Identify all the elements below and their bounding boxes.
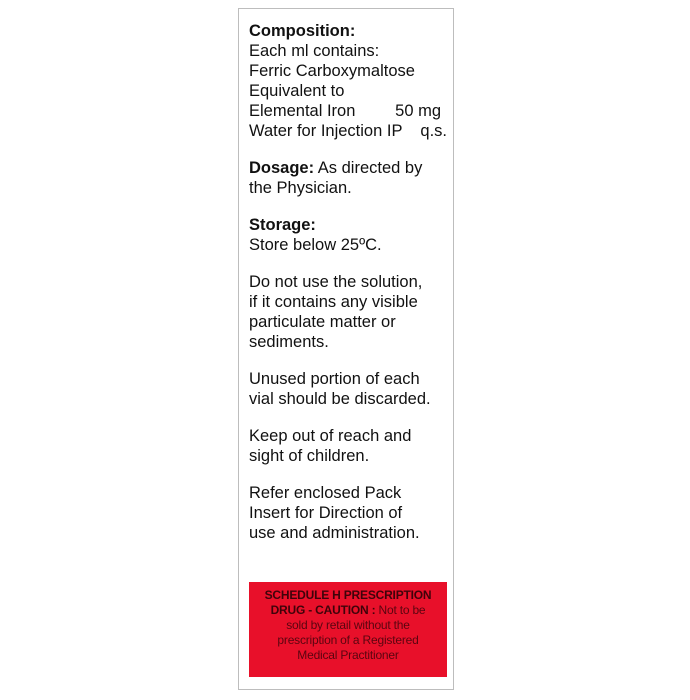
- water-row: [249, 121, 447, 141]
- dosage-heading: Dosage:: [249, 159, 315, 177]
- dosage-text-2: the Physician.: [249, 179, 352, 197]
- dosage-line-1: [249, 158, 447, 178]
- each-ml-text: Each ml contains:: [249, 42, 380, 60]
- medicine-label: [238, 8, 454, 690]
- schedule-line-3: sold by retail without the: [286, 618, 410, 632]
- iron-label: Elemental Iron: [249, 102, 356, 120]
- water-label: Water for Injection IP: [249, 122, 403, 140]
- insert-note-2: Insert for Direction of: [249, 504, 403, 522]
- storage-text: Store below 25ºC.: [249, 236, 382, 254]
- schedule-line-5: Medical Practitioner: [297, 648, 399, 662]
- schedule-line-1: SCHEDULE H PRESCRIPTION: [264, 588, 432, 602]
- solution-warning-2: if it contains any visible: [249, 293, 418, 311]
- label-content: [249, 21, 447, 543]
- schedule-h-warning-box: [249, 582, 447, 677]
- caution-label: DRUG - CAUTION :: [270, 603, 376, 617]
- insert-note-1: Refer enclosed Pack: [249, 484, 402, 502]
- caution-text: Not to be: [375, 603, 426, 617]
- children-warning-2: sight of children.: [249, 447, 370, 465]
- unused-warning-2: vial should be discarded.: [249, 390, 431, 408]
- schedule-line-2: [253, 603, 443, 618]
- iron-value: 50 mg: [395, 102, 441, 120]
- unused-warning-1: Unused portion of each: [249, 370, 420, 388]
- water-value: q.s.: [420, 122, 447, 140]
- children-warning-1: Keep out of reach and: [249, 427, 412, 445]
- solution-warning-3: particulate matter or: [249, 313, 396, 331]
- dosage-text-1: As directed by: [314, 159, 423, 177]
- insert-note-3: use and administration.: [249, 524, 420, 542]
- iron-row: [249, 101, 447, 121]
- ingredient-line-1: Ferric Carboxymaltose: [249, 62, 415, 80]
- schedule-line-4: prescription of a Registered: [277, 633, 419, 647]
- solution-warning-1: Do not use the solution,: [249, 273, 423, 291]
- composition-heading: Composition:: [249, 22, 356, 40]
- solution-warning-4: sediments.: [249, 333, 329, 351]
- storage-heading: Storage:: [249, 216, 316, 234]
- ingredient-line-2: Equivalent to: [249, 82, 345, 100]
